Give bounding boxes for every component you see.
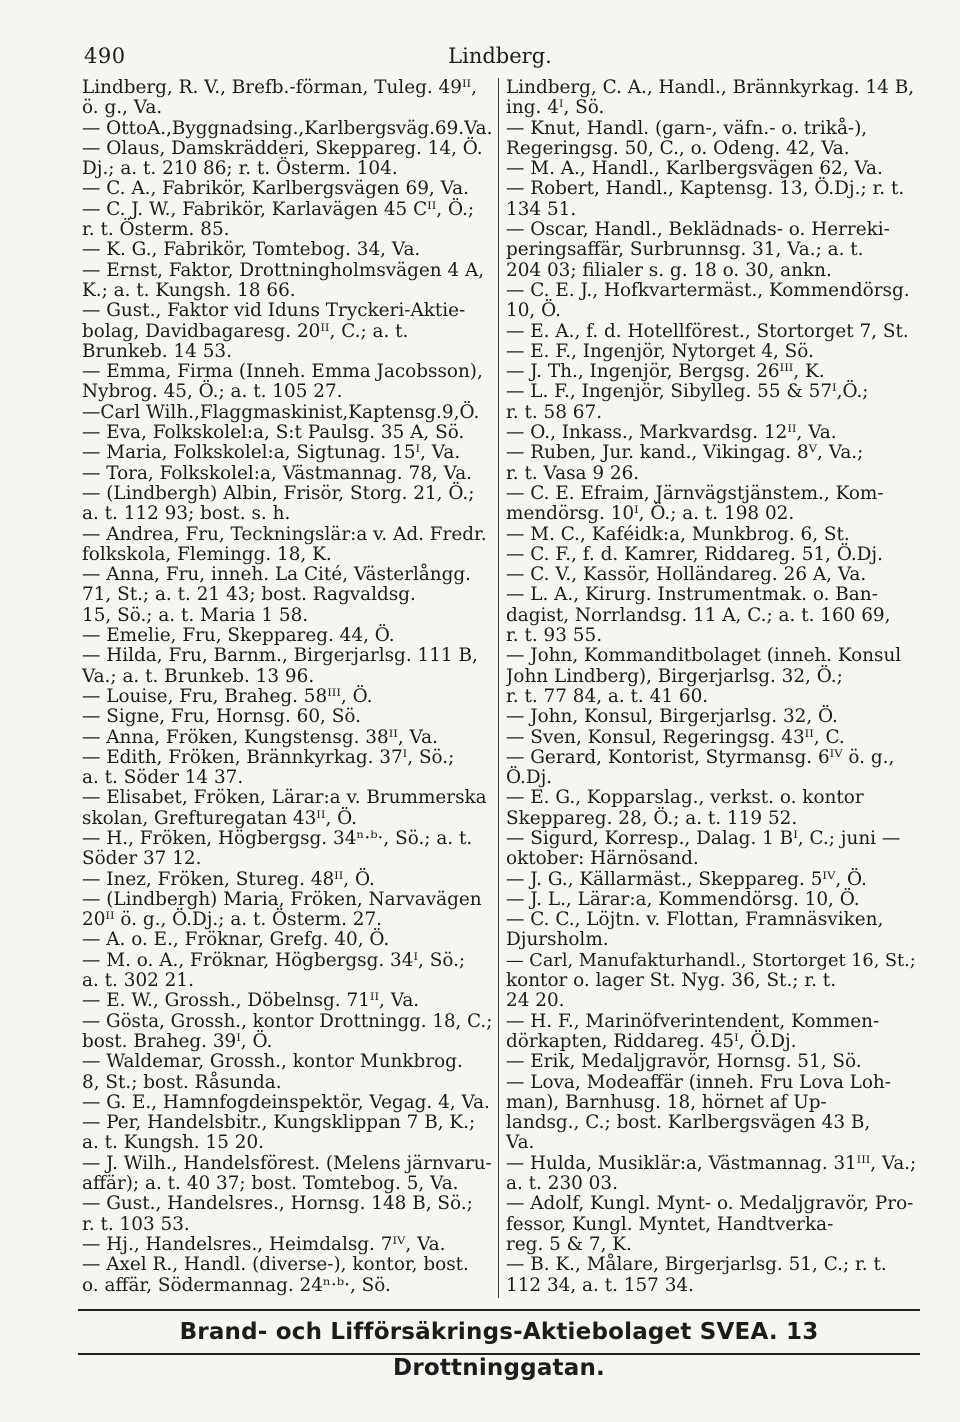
directory-entry-line: — John, Konsul, Birgerjarlsg. 32, Ö. bbox=[506, 706, 838, 728]
directory-entry-line: ing. 4ᴵ, Sö. bbox=[506, 97, 605, 119]
directory-entry-line: — Sven, Konsul, Regeringsg. 43ᴵᴵ, C. bbox=[506, 726, 845, 748]
running-head: Lindberg. bbox=[448, 44, 552, 68]
directory-entry-line: — E. G., Kopparslag., verkst. o. kontor bbox=[506, 787, 864, 809]
directory-entry-line: — C. E. Efraim, Järnvägstjänstem., Kom- bbox=[506, 482, 884, 504]
directory-entry-line: — Lova, Modeaffär (inneh. Fru Lova Loh- bbox=[506, 1071, 891, 1093]
directory-entry-line: — Carl, Manufakturhandl., Stortorget 16, St.; bbox=[506, 950, 916, 971]
directory-entry-line: Va.; a. t. Brunkeb. 13 96. bbox=[82, 665, 315, 687]
directory-entry-line: — C. C., Löjtn. v. Flottan, Framnäsviken, bbox=[506, 909, 884, 931]
directory-entry-line: — Gösta, Grossh., kontor Drottningg. 18, C.; bbox=[82, 1010, 492, 1032]
directory-entry-line: r. t. Vasa 9 26. bbox=[506, 462, 640, 484]
directory-entry-line: 204 03; filialer s. g. 18 o. 30, ankn. bbox=[506, 259, 832, 281]
directory-entry-line: landsg., C.; bost. Karlbergsvägen 43 B, bbox=[506, 1112, 871, 1134]
directory-entry-line: — Olaus, Damskrädderi, Skeppareg. 14, Ö. bbox=[82, 137, 483, 159]
directory-entry-line: — Emelie, Fru, Skeppareg. 44, Ö. bbox=[82, 625, 395, 647]
directory-entry-line: — Emma, Firma (Inneh. Emma Jacobsson), bbox=[82, 361, 483, 383]
directory-entry-line: — Edith, Fröken, Brännkyrkag. 37ᴵ, Sö.; bbox=[82, 746, 455, 768]
directory-entry-line: r. t. 103 53. bbox=[82, 1213, 190, 1235]
directory-entry-line: Ö.Dj. bbox=[506, 767, 553, 789]
directory-entry-line: 15, Sö.; a. t. Maria 1 58. bbox=[82, 604, 309, 626]
directory-entry-line: — C. V., Kassör, Holländareg. 26 A, Va. bbox=[506, 564, 867, 586]
footer-rule-bottom bbox=[78, 1353, 920, 1355]
directory-entry-line: fessor, Kungl. Myntet, Handtverka- bbox=[506, 1213, 834, 1235]
directory-entry-line: — M. C., Kaféidk:a, Munkbrog. 6, St. bbox=[506, 523, 850, 545]
directory-entry-line: — Knut, Handl. (garn-, väfn.- o. trikå-), bbox=[506, 117, 868, 139]
directory-entry-line: — Eva, Folkskolel:a, S:t Paulsg. 35 A, Sö. bbox=[82, 422, 465, 444]
footer-advertisement: Brand- och Lifförsäkrings-Aktiebolaget SVEA. 13 Drottninggatan. bbox=[179, 1319, 819, 1381]
directory-entry-line: oktober: Härnösand. bbox=[506, 848, 699, 870]
directory-entry-line: — Ruben, Jur. kand., Vikingag. 8ⱽ, Va.; bbox=[506, 442, 864, 464]
directory-entry-line: a. t. 230 03. bbox=[506, 1173, 618, 1195]
directory-entry-line: ö. g., Va. bbox=[82, 97, 163, 119]
directory-entry-line: K.; a. t. Kungsh. 18 66. bbox=[82, 279, 296, 301]
directory-entry-line: — Gerard, Kontorist, Styrmansg. 6ᴵⱽ ö. g., bbox=[506, 746, 895, 768]
directory-entry-line: bost. Braheg. 39ᴵ, Ö. bbox=[82, 1030, 273, 1052]
directory-entry-line: 20ᴵᴵ ö. g., Ö.Dj.; a. t. Österm. 27. bbox=[82, 909, 383, 931]
directory-entry-line: dagist, Norrlandsg. 11 A, C.; a. t. 160 69, bbox=[506, 604, 891, 626]
directory-entry-line: 71, St.; a. t. 21 43; bost. Ragvaldsg. bbox=[82, 584, 416, 606]
directory-entry-line: — H. F., Marinöfverintendent, Kommen- bbox=[506, 1010, 880, 1032]
directory-entry-line: a. t. Kungsh. 15 20. bbox=[82, 1132, 265, 1154]
directory-entry-line: kontor o. lager St. Nyg. 36, St.; r. t. bbox=[506, 970, 837, 992]
directory-entry-line: 134 51. bbox=[506, 198, 577, 220]
directory-entry-line: Regeringsg. 50, C., o. Odeng. 42, Va. bbox=[506, 137, 850, 159]
left-column bbox=[82, 78, 492, 1298]
directory-entry-line: Va. bbox=[506, 1132, 535, 1154]
column-divider bbox=[498, 78, 499, 1298]
directory-entry-line: r. t. 77 84, a. t. 41 60. bbox=[506, 685, 709, 707]
directory-entry-line: — C. A., Fabrikör, Karlbergsvägen 69, Va. bbox=[82, 178, 469, 200]
directory-entry-line: — Maria, Folkskolel:a, Sigtunag. 15ᴵ, Va. bbox=[82, 442, 461, 464]
directory-entry-line: — E. W., Grossh., Döbelnsg. 71ᴵᴵ, Va. bbox=[82, 990, 420, 1012]
directory-entry-line: r. t. 58 67. bbox=[506, 401, 603, 423]
directory-entry-line: 112 34, a. t. 157 34. bbox=[506, 1274, 694, 1296]
directory-entry-line: — H., Fröken, Högbergsg. 34ⁿ·ᵇ·, Sö.; a. t. bbox=[82, 827, 473, 849]
directory-entry-line: 10, Ö. bbox=[506, 300, 561, 322]
directory-entry-line: — Gust., Handelsres., Hornsg. 148 B, Sö.; bbox=[82, 1193, 473, 1215]
directory-entry-line: — J. G., Källarmäst., Skeppareg. 5ᴵⱽ, Ö. bbox=[506, 868, 867, 890]
directory-entry-line: — Waldemar, Grossh., kontor Munkbrog. bbox=[82, 1051, 463, 1073]
directory-entry-line: — O., Inkass., Markvardsg. 12ᴵᴵ, Va. bbox=[506, 422, 837, 444]
directory-entry-line: Lindberg, C. A., Handl., Brännkyrkag. 14 B, bbox=[506, 78, 915, 98]
directory-entry-line: — G. E., Hamnfogdeinspektör, Vegag. 4, Va. bbox=[82, 1091, 490, 1113]
directory-entry-line: — Louise, Fru, Braheg. 58ᴵᴵᴵ, Ö. bbox=[82, 685, 373, 707]
directory-entry-line: — (Lindbergh) Maria, Fröken, Narvavägen bbox=[82, 888, 482, 910]
directory-columns bbox=[82, 78, 918, 1298]
footer-rule-top bbox=[78, 1309, 920, 1311]
directory-entry-line: affär); a. t. 40 37; bost. Tomtebog. 5, Va. bbox=[82, 1173, 459, 1195]
directory-entry-line: — Hulda, Musiklär:a, Västmannag. 31ᴵᴵᴵ, Va.; bbox=[506, 1152, 916, 1174]
page-number: 490 bbox=[84, 44, 126, 68]
directory-entry-line: — Signe, Fru, Hornsg. 60, Sö. bbox=[82, 706, 361, 728]
directory-entry-line: — Per, Handelsbitr., Kungsklippan 7 B, K.; bbox=[82, 1112, 476, 1134]
directory-entry-line: a. t. Söder 14 37. bbox=[82, 767, 244, 789]
directory-entry-line: — Sigurd, Korresp., Dalag. 1 Bᴵ, C.; juni — bbox=[506, 827, 901, 849]
directory-entry-line: — M. A., Handl., Karlbergsvägen 62, Va. bbox=[506, 158, 883, 180]
directory-entry-line: a. t. 302 21. bbox=[82, 970, 194, 992]
directory-entry-line: — Erik, Medaljgravör, Hornsg. 51, Sö. bbox=[506, 1051, 862, 1073]
directory-entry-line: — Andrea, Fru, Teckningslär:a v. Ad. Fredr. bbox=[82, 523, 487, 545]
directory-entry-line: — E. A., f. d. Hotellförest., Stortorget 7, St. bbox=[506, 320, 909, 342]
directory-entry-line: — J. Wilh., Handelsförest. (Melens järnvaru- bbox=[82, 1152, 492, 1174]
directory-entry-line: man), Barnhusg. 18, hörnet af Up- bbox=[506, 1091, 827, 1113]
directory-entry-line: — (Lindbergh) Albin, Frisör, Storg. 21, Ö.; bbox=[82, 482, 475, 504]
directory-entry-line: — Elisabet, Fröken, Lärar:a v. Brummerska bbox=[82, 787, 487, 809]
directory-entry-line: folkskola, Flemingg. 18, K. bbox=[82, 543, 332, 565]
directory-entry-line: — Anna, Fru, inneh. La Cité, Västerlångg. bbox=[82, 564, 472, 586]
directory-entry-line: 24 20. bbox=[506, 990, 565, 1012]
directory-entry-line: — Oscar, Handl., Beklädnads- o. Herreki- bbox=[506, 219, 890, 241]
directory-entry-line: — J. L., Lärar:a, Kommendörsg. 10, Ö. bbox=[506, 888, 860, 910]
directory-entry-line: r. t. 93 55. bbox=[506, 625, 603, 647]
directory-entry-line: — John, Kommanditbolaget (inneh. Konsul bbox=[506, 645, 902, 667]
directory-entry-line: — Adolf, Kungl. Mynt- o. Medaljgravör, Pro- bbox=[506, 1193, 914, 1215]
directory-entry-line: Brunkeb. 14 53. bbox=[82, 340, 232, 362]
directory-entry-line: skolan, Grefturegatan 43ᴵᴵ, Ö. bbox=[82, 807, 357, 829]
directory-entry-line: — B. K., Målare, Birgerjarlsg. 51, C.; r. t. bbox=[506, 1254, 887, 1276]
directory-entry-line: — C. J. W., Fabrikör, Karlavägen 45 Cᴵᴵ, Ö.; bbox=[82, 198, 475, 220]
directory-entry-line: — C. F., f. d. Kamrer, Riddareg. 51, Ö.Dj. bbox=[506, 543, 883, 565]
directory-entry-line: — OttoA.,Byggnadsing.,Karlbergsväg.69.Va. bbox=[82, 117, 492, 139]
directory-entry-line: Lindberg, R. V., Brefb.-förman, Tuleg. 49ᴵᴵ, bbox=[82, 78, 477, 98]
directory-entry-line: — K. G., Fabrikör, Tomtebog. 34, Va. bbox=[82, 239, 421, 261]
directory-entry-line: a. t. 112 93; bost. s. h. bbox=[82, 503, 291, 525]
directory-entry-line: Skeppareg. 28, Ö.; a. t. 119 52. bbox=[506, 807, 798, 829]
directory-entry-line: r. t. Österm. 85. bbox=[82, 219, 230, 241]
directory-entry-line: peringsaffär, Surbrunnsg. 31, Va.; a. t. bbox=[506, 239, 864, 261]
directory-entry-line: — Hj., Handelsres., Heimdalsg. 7ᴵⱽ, Va. bbox=[82, 1233, 446, 1255]
directory-entry-line: dörkapten, Riddareg. 45ᴵ, Ö.Dj. bbox=[506, 1030, 797, 1052]
directory-entry-line: — Tora, Folkskolel:a, Västmannag. 78, Va. bbox=[82, 462, 472, 484]
directory-entry-line: — Hilda, Fru, Barnm., Birgerjarlsg. 111 B, bbox=[82, 645, 478, 667]
directory-entry-line: — Gust., Faktor vid Iduns Tryckeri-Aktie- bbox=[82, 300, 466, 322]
directory-entry-line: — Anna, Fröken, Kungstensg. 38ᴵᴵ, Va. bbox=[82, 726, 438, 748]
directory-entry-line: — A. o. E., Fröknar, Grefg. 40, Ö. bbox=[82, 929, 390, 951]
directory-entry-line: Dj.; a. t. 210 86; r. t. Österm. 104. bbox=[82, 158, 398, 180]
directory-entry-line: 8, St.; bost. Råsunda. bbox=[82, 1071, 282, 1093]
right-column bbox=[506, 78, 916, 1298]
page-header bbox=[80, 22, 920, 72]
directory-entry-line: — L. F., Ingenjör, Sibylleg. 55 & 57ᴵ,Ö.; bbox=[506, 381, 869, 403]
directory-entry-line: — Inez, Fröken, Stureg. 48ᴵᴵ, Ö. bbox=[82, 868, 375, 890]
directory-entry-line: —Carl Wilh.,Flaggmaskinist,Kaptensg.9,Ö. bbox=[82, 401, 480, 423]
directory-entry-line: — E. F., Ingenjör, Nytorget 4, Sö. bbox=[506, 340, 814, 362]
directory-entry-line: — Robert, Handl., Kaptensg. 13, Ö.Dj.; r. t. bbox=[506, 178, 905, 200]
directory-entry-line: John Lindberg), Birgerjarlsg. 32, Ö.; bbox=[506, 665, 843, 687]
directory-entry-line: mendörsg. 10ᴵ, Ö.; a. t. 198 02. bbox=[506, 503, 795, 525]
directory-entry-line: — L. A., Kirurg. Instrumentmak. o. Ban- bbox=[506, 584, 878, 606]
directory-entry-line: — Axel R., Handl. (diverse-), kontor, bost. bbox=[82, 1254, 469, 1276]
directory-entry-line: o. affär, Södermannag. 24ⁿ·ᵇ·, Sö. bbox=[82, 1274, 391, 1296]
directory-entry-line: reg. 5 & 7, K. bbox=[506, 1233, 632, 1255]
directory-entry-line: — J. Th., Ingenjör, Bergsg. 26ᴵᴵᴵ, K. bbox=[506, 361, 825, 383]
directory-entry-line: — C. E. J., Hofkvartermäst., Kommendörsg. bbox=[506, 279, 910, 301]
directory-entry-line: — M. o. A., Fröknar, Högbergsg. 34ᴵ, Sö.; bbox=[82, 949, 466, 971]
directory-entry-line: Nybrog. 45, Ö.; a. t. 105 27. bbox=[82, 381, 343, 403]
directory-entry-line: Djursholm. bbox=[506, 929, 609, 951]
directory-entry-line: bolag, Davidbagaresg. 20ᴵᴵ, C.; a. t. bbox=[82, 320, 409, 342]
directory-entry-line: Söder 37 12. bbox=[82, 848, 202, 870]
directory-entry-line: — Ernst, Faktor, Drottningholmsvägen 4 A, bbox=[82, 259, 485, 281]
